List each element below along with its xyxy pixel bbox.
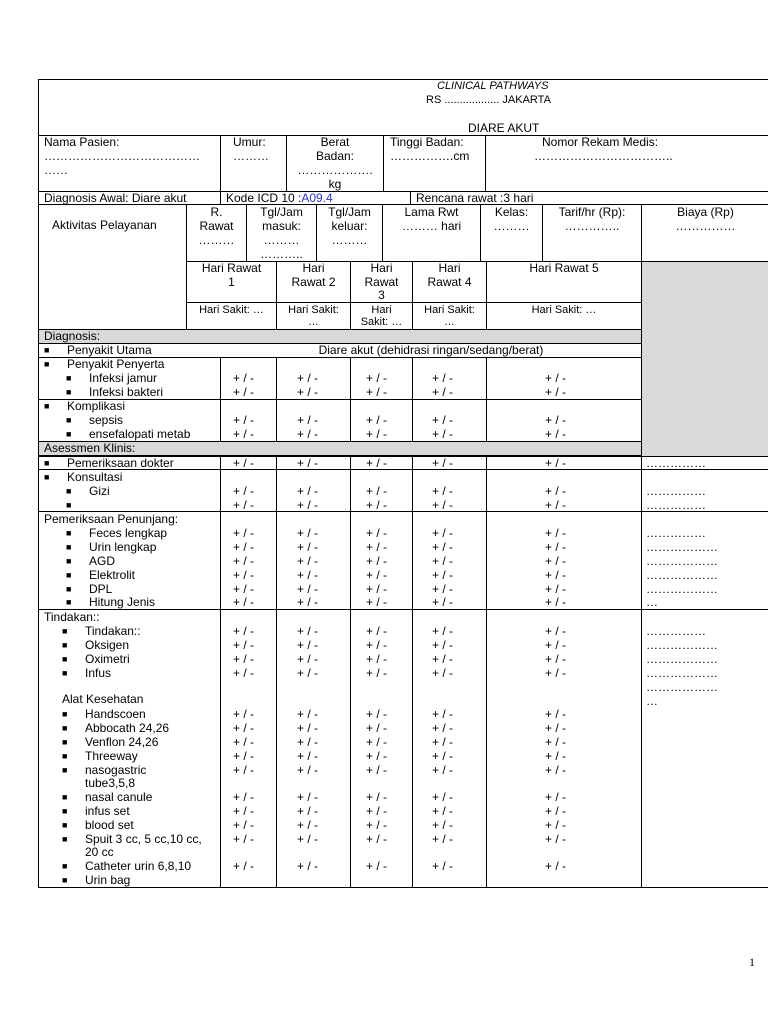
bullet-icon: ■ — [66, 597, 72, 607]
line-penyerta-bottom — [38, 399, 641, 400]
bullet-icon: ■ — [66, 429, 72, 439]
cost-field[interactable]: ……………… — [646, 652, 718, 666]
tinggi-label: Tinggi Badan: — [390, 135, 464, 149]
row-label-oksigen: Oksigen — [85, 638, 130, 652]
plus-minus-day3[interactable]: + / - — [366, 385, 388, 399]
row-label-penyakit_utama: Penyakit Utama — [67, 343, 152, 357]
plus-minus-day2[interactable]: + / - — [297, 484, 319, 498]
row-label-spuit1: Spuit 3 cc, 5 cc,10 cc, — [85, 832, 202, 846]
plus-minus-day2[interactable]: + / - — [297, 456, 319, 470]
rekam-field[interactable]: …………………………….. — [534, 149, 673, 163]
day5-label: Hari Rawat 5 — [529, 261, 599, 275]
day3-label-2: Rawat — [364, 275, 399, 289]
bullet-icon: ■ — [66, 542, 72, 552]
plus-minus-day2[interactable]: + / - — [297, 804, 319, 818]
keluar-label-2: keluar: — [331, 219, 368, 233]
day3-number: 3 — [378, 288, 385, 302]
lama-label: Lama Rwt — [404, 205, 459, 219]
col-line-body3 — [350, 357, 351, 888]
plus-minus-day3[interactable]: + / - — [366, 735, 388, 749]
sakit4-val: … — [444, 316, 455, 328]
cost-field[interactable]: ……………… — [646, 568, 718, 582]
icd-label: Kode ICD 10 :A09.4 — [226, 191, 333, 205]
plus-minus-day5[interactable]: + / - — [545, 624, 567, 638]
row-label-penyakit_penyerta: Penyakit Penyerta — [67, 357, 165, 371]
row-label-gizi: Gizi — [89, 484, 110, 498]
row-label-infeksi_bakteri: Infeksi bakteri — [89, 385, 164, 399]
plus-minus-day1[interactable]: + / - — [233, 749, 255, 763]
plus-minus-day1[interactable]: + / - — [233, 804, 255, 818]
plus-minus-day2[interactable]: + / - — [297, 624, 319, 638]
masuk-label-2: masuk: — [262, 219, 301, 233]
bullet-icon: ■ — [66, 556, 72, 566]
border-left — [38, 79, 39, 888]
plus-minus-day2[interactable]: + / - — [297, 568, 319, 582]
plus-minus-day5[interactable]: + / - — [545, 707, 567, 721]
row-label-ensefalopati: ensefalopati metab — [89, 427, 191, 441]
plus-minus-day1[interactable]: + / - — [233, 498, 255, 512]
col-line-body1 — [220, 357, 221, 888]
row-label-oximetri: Oximetri — [85, 652, 130, 666]
bullet-icon: ■ — [66, 528, 72, 538]
plus-minus-day4[interactable]: + / - — [432, 666, 454, 680]
plus-minus-day2[interactable]: + / - — [297, 666, 319, 680]
rencana-rawat: Rencana rawat :3 hari — [416, 191, 534, 205]
plus-minus-day4[interactable]: + / - — [432, 818, 454, 832]
plus-minus-day1[interactable]: + / - — [233, 427, 255, 441]
bullet-icon: ■ — [62, 765, 68, 775]
plus-minus-day4[interactable]: + / - — [432, 749, 454, 763]
plus-minus-day1[interactable]: + / - — [233, 413, 255, 427]
plus-minus-day5[interactable]: + / - — [545, 790, 567, 804]
day1-label: Hari Rawat — [201, 261, 262, 275]
cost-field[interactable]: …………… — [646, 498, 706, 512]
row-label-agd: AGD — [89, 554, 116, 568]
plus-minus-day2[interactable]: + / - — [297, 427, 319, 441]
plus-minus-day1[interactable]: + / - — [233, 832, 255, 846]
cost-field[interactable]: ……………… — [646, 582, 718, 596]
bullet-icon: ■ — [62, 654, 68, 664]
plus-minus-day4[interactable]: + / - — [432, 859, 454, 873]
bullet-icon: ■ — [62, 668, 68, 678]
plus-minus-day1[interactable]: + / - — [233, 652, 255, 666]
plus-minus-day5[interactable]: + / - — [545, 413, 567, 427]
plus-minus-day5[interactable]: + / - — [545, 749, 567, 763]
sakit5: Hari Sakit: … — [531, 304, 597, 316]
kelas-label: Kelas: — [494, 205, 529, 219]
biaya-field[interactable]: …………… — [675, 219, 736, 233]
row-label-tindakan_item: Tindakan:: — [85, 624, 141, 638]
col-line-umur — [220, 135, 221, 192]
plus-minus-day3[interactable]: + / - — [366, 721, 388, 735]
day1-number: 1 — [228, 275, 235, 289]
line-penunjang-bottom — [38, 609, 768, 610]
bullet-icon: ■ — [66, 415, 72, 425]
day4-number: Rawat 4 — [427, 275, 472, 289]
plus-minus-day4[interactable]: + / - — [432, 385, 454, 399]
plus-minus-day4[interactable]: + / - — [432, 427, 454, 441]
row-label-venflon: Venflon 24,26 — [85, 735, 159, 749]
plus-minus-day5[interactable]: + / - — [545, 554, 567, 568]
plus-minus-day3[interactable]: + / - — [366, 540, 388, 554]
row-label-konsultasi: Konsultasi — [67, 470, 123, 484]
row-label-abbocath: Abbocath 24,26 — [85, 721, 170, 735]
plus-minus-day2[interactable]: + / - — [297, 371, 319, 385]
bullet-icon: ■ — [44, 345, 50, 355]
plus-minus-day2[interactable]: + / - — [297, 832, 319, 846]
bullet-icon: ■ — [66, 584, 72, 594]
section-penunjang: Pemeriksaan Penunjang: — [44, 512, 179, 526]
berat-field[interactable]: ………………. — [297, 163, 373, 177]
shade-biaya-column — [642, 262, 768, 456]
sakit2-val: … — [308, 316, 319, 328]
nama-label: Nama Pasien: — [44, 135, 120, 149]
lama-field[interactable]: ……… hari — [401, 219, 462, 233]
rekam-label: Nomor Rekam Medis: — [542, 135, 659, 149]
border-top — [38, 79, 768, 80]
plus-minus-day4[interactable]: + / - — [432, 790, 454, 804]
icd-code: A09.4 — [301, 191, 333, 205]
plus-minus-day4[interactable]: + / - — [432, 624, 454, 638]
plus-minus-day2[interactable]: + / - — [297, 818, 319, 832]
plus-minus-day5[interactable]: + / - — [545, 735, 567, 749]
plus-minus-day4[interactable]: + / - — [432, 413, 454, 427]
plus-minus-day3[interactable]: + / - — [366, 790, 388, 804]
plus-minus-day2[interactable]: + / - — [297, 595, 319, 609]
plus-minus-day5[interactable]: + / - — [545, 456, 567, 470]
row-label-dpl: DPL — [89, 582, 113, 596]
bullet-icon: ■ — [62, 626, 68, 636]
plus-minus-day4[interactable]: + / - — [432, 707, 454, 721]
r-rawat-label-2: Rawat — [199, 219, 234, 233]
plus-minus-day5[interactable]: + / - — [545, 427, 567, 441]
row-label-elektrolit: Elektrolit — [89, 568, 136, 582]
plus-minus-day5[interactable]: + / - — [545, 638, 567, 652]
plus-minus-day1[interactable]: + / - — [233, 735, 255, 749]
plus-minus-day1[interactable]: + / - — [233, 385, 255, 399]
row-label-urin_bag: Urin bag — [85, 873, 131, 887]
plus-minus-day2[interactable]: + / - — [297, 526, 319, 540]
day2-number: Rawat 2 — [291, 275, 336, 289]
row-label-hitung: Hitung Jenis — [89, 595, 156, 609]
cost-field[interactable]: ……………… — [646, 638, 718, 652]
cost-field[interactable]: …………… — [646, 484, 706, 498]
kelas-field[interactable]: ……… — [493, 219, 530, 233]
plus-minus-day1[interactable]: + / - — [233, 540, 255, 554]
border-bottom — [38, 887, 768, 888]
row-label-threeway: Threeway — [85, 749, 138, 763]
plus-minus-day5[interactable]: + / - — [545, 526, 567, 540]
plus-minus-day3[interactable]: + / - — [366, 371, 388, 385]
bullet-icon: ■ — [66, 373, 72, 383]
page-number: 1 — [749, 955, 755, 969]
bullet-icon: ■ — [66, 500, 72, 510]
plus-minus-day3[interactable]: + / - — [366, 859, 388, 873]
row-label-handscoen: Handscoen — [85, 707, 146, 721]
cost-field[interactable]: ……………… — [646, 540, 718, 554]
plus-minus-day4[interactable]: + / - — [432, 568, 454, 582]
umur-field[interactable]: ……… — [233, 149, 269, 163]
plus-minus-day4[interactable]: + / - — [432, 763, 454, 777]
plus-minus-day3[interactable]: + / - — [366, 568, 388, 582]
plus-minus-day2[interactable]: + / - — [297, 498, 319, 512]
plus-minus-day5[interactable]: + / - — [545, 818, 567, 832]
masuk-field[interactable]: ……… — [263, 233, 300, 247]
plus-minus-day4[interactable]: + / - — [432, 526, 454, 540]
col-line-icd — [220, 191, 221, 205]
plus-minus-day4[interactable]: + / - — [432, 721, 454, 735]
plus-minus-day3[interactable]: + / - — [366, 526, 388, 540]
plus-minus-day2[interactable]: + / - — [297, 554, 319, 568]
row-label-pemeriksaan_dokter: Pemeriksaan dokter — [67, 456, 174, 470]
plus-minus-day2[interactable]: + / - — [297, 859, 319, 873]
plus-minus-day4[interactable]: + / - — [432, 371, 454, 385]
plus-minus-day1[interactable]: + / - — [233, 582, 255, 596]
plus-minus-day2[interactable]: + / - — [297, 790, 319, 804]
plus-minus-day5[interactable]: + / - — [545, 568, 567, 582]
plus-minus-day3[interactable]: + / - — [366, 595, 388, 609]
row-label-komplikasi: Komplikasi — [67, 399, 126, 413]
section-asesmen: Asessmen Klinis: — [44, 441, 136, 455]
plus-minus-day2[interactable]: + / - — [297, 582, 319, 596]
plus-minus-day1[interactable]: + / - — [233, 859, 255, 873]
section-diagnosis: Diagnosis: — [44, 329, 101, 343]
plus-minus-day5[interactable]: + / - — [545, 484, 567, 498]
plus-minus-day4[interactable]: + / - — [432, 832, 454, 846]
sakit3-val: Sakit: … — [360, 316, 403, 328]
plus-minus-day4[interactable]: + / - — [432, 735, 454, 749]
plus-minus-day1[interactable]: + / - — [233, 638, 255, 652]
cost-field[interactable]: … — [646, 694, 658, 708]
diagnosis-awal: Diagnosis Awal: Diare akut — [44, 191, 187, 205]
plus-minus-day3[interactable]: + / - — [366, 638, 388, 652]
day3-label: Hari — [370, 261, 393, 275]
plus-minus-day3[interactable]: + / - — [366, 498, 388, 512]
tarif-label: Tarif/hr (Rp): — [558, 205, 626, 219]
shade-diagnosis-row — [39, 330, 641, 343]
day2-label: Hari — [302, 261, 325, 275]
plus-minus-day1[interactable]: + / - — [233, 790, 255, 804]
diare-status: Diare akut (dehidrasi ringan/sedang/berat) — [318, 343, 544, 357]
plus-minus-day1[interactable]: + / - — [233, 484, 255, 498]
row-label-urin: Urin lengkap — [89, 540, 157, 554]
section-alat: Alat Kesehatan — [62, 692, 144, 706]
row-label-infus_set: infus set — [85, 804, 130, 818]
col-line-body2 — [276, 357, 277, 888]
row-label-infeksi_jamur: Infeksi jamur — [89, 371, 158, 385]
line-days-bottom — [186, 302, 641, 303]
day4-label: Hari — [438, 261, 461, 275]
keluar-field[interactable]: ……… — [331, 233, 368, 247]
plus-minus-day5[interactable]: + / - — [545, 763, 567, 777]
plus-minus-day4[interactable]: + / - — [432, 804, 454, 818]
masuk-label: Tgl/Jam — [260, 205, 303, 219]
row-label-blood: blood set — [85, 818, 134, 832]
plus-minus-day3[interactable]: + / - — [366, 413, 388, 427]
bullet-icon: ■ — [44, 458, 50, 468]
plus-minus-day5[interactable]: + / - — [545, 582, 567, 596]
col-line-tinggi — [383, 135, 384, 192]
plus-minus-day5[interactable]: + / - — [545, 832, 567, 846]
plus-minus-day4[interactable]: + / - — [432, 582, 454, 596]
hospital-name: RS .................. JAKARTA — [426, 94, 551, 106]
bullet-icon: ■ — [66, 570, 72, 580]
plus-minus-day1[interactable]: + / - — [233, 624, 255, 638]
biaya-label: Biaya (Rp) — [677, 205, 734, 219]
plus-minus-day2[interactable]: + / - — [297, 763, 319, 777]
bullet-icon: ■ — [44, 401, 50, 411]
plus-minus-day2[interactable]: + / - — [297, 638, 319, 652]
plus-minus-day1[interactable]: + / - — [233, 554, 255, 568]
plus-minus-day1[interactable]: + / - — [233, 568, 255, 582]
row-label-catheter: Catheter urin 6,8,10 — [85, 859, 192, 873]
r-rawat-field[interactable]: ……… — [198, 233, 235, 247]
sakit4: Hari Sakit: — [424, 304, 475, 316]
plus-minus-day3[interactable]: + / - — [366, 427, 388, 441]
plus-minus-day5[interactable]: + / - — [545, 721, 567, 735]
berat-label: Berat — [320, 135, 350, 149]
plus-minus-day3[interactable]: + / - — [366, 666, 388, 680]
plus-minus-day3[interactable]: + / - — [366, 554, 388, 568]
bullet-icon: ■ — [62, 820, 68, 830]
berat-unit: kg — [328, 177, 342, 191]
cost-field[interactable]: ……………… — [646, 554, 718, 568]
plus-minus-day1[interactable]: + / - — [233, 526, 255, 540]
row-label-feces: Feces lengkap — [89, 526, 168, 540]
tinggi-field[interactable]: …………….cm — [390, 149, 470, 163]
plus-minus-day3[interactable]: + / - — [366, 484, 388, 498]
plus-minus-day3[interactable]: + / - — [366, 624, 388, 638]
plus-minus-day1[interactable]: + / - — [233, 707, 255, 721]
sakit2: Hari Sakit: — [288, 304, 339, 316]
nama-field[interactable]: ………………………………… — [44, 149, 200, 163]
plus-minus-day4[interactable]: + / - — [432, 554, 454, 568]
plus-minus-day5[interactable]: + / - — [545, 385, 567, 399]
bullet-icon: ■ — [62, 751, 68, 761]
plus-minus-day1[interactable]: + / - — [233, 721, 255, 735]
bullet-icon: ■ — [62, 806, 68, 816]
plus-minus-day4[interactable]: + / - — [432, 638, 454, 652]
col-line-body5 — [486, 357, 487, 888]
row-label-nasogastric1: nasogastric — [85, 763, 147, 777]
bullet-icon: ■ — [66, 486, 72, 496]
plus-minus-day5[interactable]: + / - — [545, 540, 567, 554]
col-line-body4 — [412, 357, 413, 888]
plus-minus-day2[interactable]: + / - — [297, 540, 319, 554]
plus-minus-day5[interactable]: + / - — [545, 859, 567, 873]
bullet-icon: ■ — [62, 737, 68, 747]
plus-minus-day5[interactable]: + / - — [545, 498, 567, 512]
plus-minus-day1[interactable]: + / - — [233, 818, 255, 832]
cost-field[interactable]: … — [646, 595, 658, 609]
bullet-icon: ■ — [44, 359, 50, 369]
plus-minus-day3[interactable]: + / - — [366, 456, 388, 470]
cost-field[interactable]: ……………… — [646, 680, 718, 694]
plus-minus-day5[interactable]: + / - — [545, 595, 567, 609]
plus-minus-day1[interactable]: + / - — [233, 763, 255, 777]
plus-minus-day2[interactable]: + / - — [297, 385, 319, 399]
plus-minus-day2[interactable]: + / - — [297, 735, 319, 749]
cost-field[interactable]: …………… — [646, 624, 706, 638]
plus-minus-day3[interactable]: + / - — [366, 582, 388, 596]
plus-minus-day3[interactable]: + / - — [366, 652, 388, 666]
plus-minus-day4[interactable]: + / - — [432, 540, 454, 554]
bullet-icon: ■ — [66, 387, 72, 397]
cost-field[interactable]: …………… — [646, 526, 706, 540]
section-tindakan: Tindakan:: — [44, 610, 100, 624]
plus-minus-day3[interactable]: + / - — [366, 832, 388, 846]
bullet-icon: ■ — [62, 792, 68, 802]
plus-minus-day3[interactable]: + / - — [366, 707, 388, 721]
aktivitas-label: Aktivitas Pelayanan — [52, 218, 157, 232]
col-line-rekam — [485, 135, 486, 192]
nama-field-cont[interactable]: …… — [44, 163, 68, 177]
cost-field[interactable]: …………… — [646, 456, 706, 470]
bullet-icon: ■ — [62, 834, 68, 844]
berat-label-2: Badan: — [315, 149, 355, 163]
plus-minus-day4[interactable]: + / - — [432, 595, 454, 609]
plus-minus-day5[interactable]: + / - — [545, 371, 567, 385]
plus-minus-day2[interactable]: + / - — [297, 721, 319, 735]
bullet-icon: ■ — [62, 709, 68, 719]
sakit1: Hari Sakit: … — [199, 304, 264, 316]
row-label-sepsis: sepsis — [89, 413, 124, 427]
keluar-label: Tgl/Jam — [328, 205, 371, 219]
plus-minus-day4[interactable]: + / - — [432, 484, 454, 498]
plus-minus-day3[interactable]: + / - — [366, 804, 388, 818]
r-rawat-label: R. — [210, 205, 223, 219]
plus-minus-day3[interactable]: + / - — [366, 749, 388, 763]
col-line-rencana — [410, 191, 411, 205]
bullet-icon: ■ — [62, 861, 68, 871]
plus-minus-day3[interactable]: + / - — [366, 818, 388, 832]
umur-label: Umur: — [233, 135, 266, 149]
plus-minus-day1[interactable]: + / - — [233, 595, 255, 609]
bullet-icon: ■ — [62, 875, 68, 885]
bullet-icon: ■ — [62, 723, 68, 733]
masuk-field-2[interactable]: ……….. — [260, 247, 303, 261]
tarif-field[interactable]: ………….. — [564, 219, 620, 233]
row-label-spuit2: 20 cc — [85, 845, 114, 859]
plus-minus-day2[interactable]: + / - — [297, 707, 319, 721]
plus-minus-day1[interactable]: + / - — [233, 456, 255, 470]
row-label-infus: Infus — [85, 666, 112, 680]
plus-minus-day1[interactable]: + / - — [233, 371, 255, 385]
document-title: CLINICAL PATHWAYS — [437, 80, 549, 92]
document-subtitle: DIARE AKUT — [468, 121, 540, 135]
plus-minus-day1[interactable]: + / - — [233, 666, 255, 680]
sakit3: Hari — [371, 304, 392, 316]
plus-minus-day5[interactable]: + / - — [545, 666, 567, 680]
row-label-nasal: nasal canule — [85, 790, 153, 804]
plus-minus-day4[interactable]: + / - — [432, 498, 454, 512]
plus-minus-day4[interactable]: + / - — [432, 456, 454, 470]
plus-minus-day2[interactable]: + / - — [297, 652, 319, 666]
plus-minus-day5[interactable]: + / - — [545, 804, 567, 818]
bullet-icon: ■ — [44, 472, 50, 482]
plus-minus-day5[interactable]: + / - — [545, 652, 567, 666]
plus-minus-day2[interactable]: + / - — [297, 749, 319, 763]
cost-field[interactable]: ……………… — [646, 666, 718, 680]
plus-minus-day2[interactable]: + / - — [297, 413, 319, 427]
plus-minus-day4[interactable]: + / - — [432, 652, 454, 666]
bullet-icon: ■ — [62, 640, 68, 650]
plus-minus-day3[interactable]: + / - — [366, 763, 388, 777]
row-label-nasogastric2: tube3,5,8 — [85, 776, 136, 790]
